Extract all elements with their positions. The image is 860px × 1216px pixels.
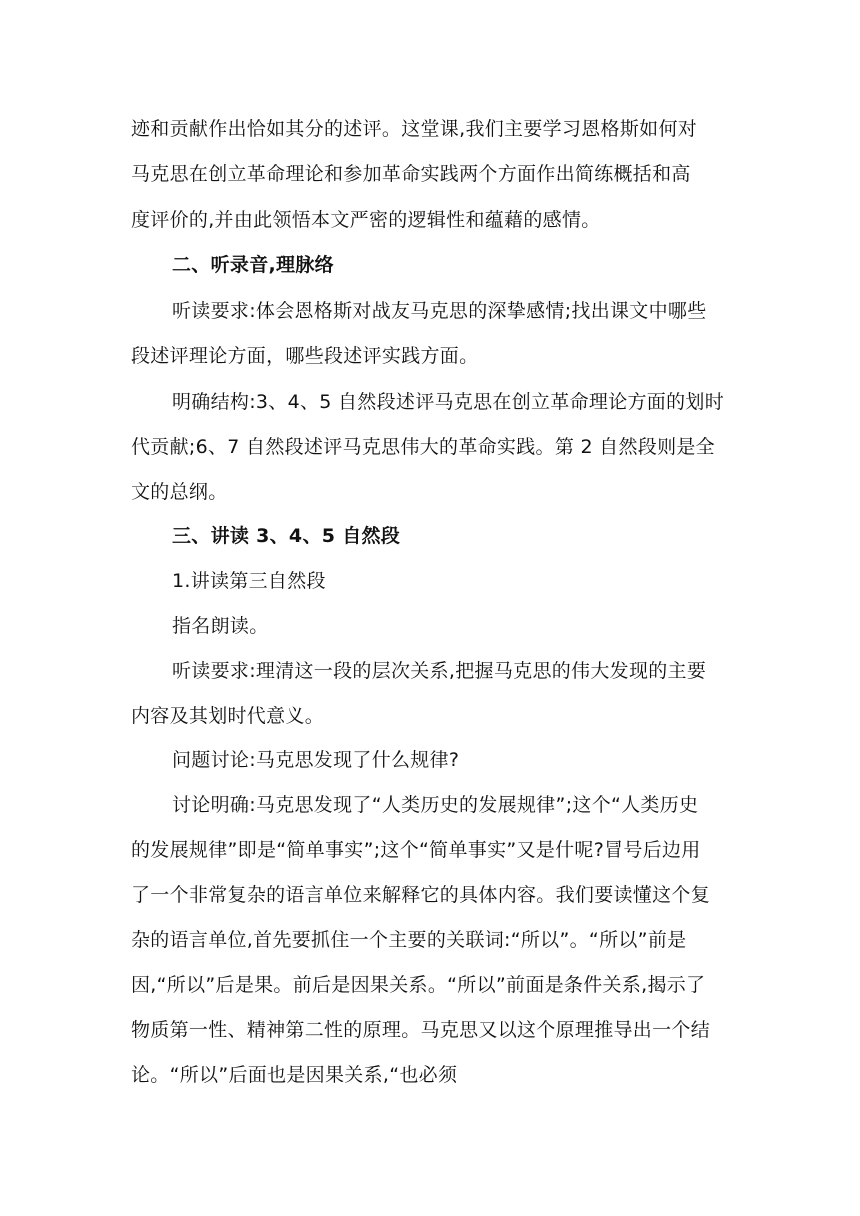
paragraph-line: 内容及其划时代意义。	[131, 705, 325, 727]
subheading-line: 1.讲读第三自然段	[172, 570, 326, 592]
section-heading: 二、听录音,理脉络	[172, 254, 334, 276]
paragraph-line: 听读要求:理清这一段的层次关系,把握马克思的伟大发现的主要	[172, 660, 707, 682]
paragraph-line: 听读要求:体会恩格斯对战友马克思的深挚感情;找出课文中哪些	[172, 300, 707, 322]
paragraph-line: 讨论明确:马克思发现了“人类历史的发展规律”;这个“人类历史	[172, 794, 699, 816]
paragraph-line: 问题讨论:马克思发现了什么规律?	[172, 749, 460, 771]
paragraph-line: 了一个非常复杂的语言单位来解释它的具体内容。我们要读懂这个复	[131, 884, 711, 906]
paragraph-line: 明确结构:3、4、5 自然段述评马克思在创立革命理论方面的划时	[172, 391, 725, 413]
paragraph-line: 文的总纲。	[131, 481, 228, 503]
paragraph-line: 的发展规律”即是“简单事实”;这个“简单事实”又是什呢?冒号后边用	[131, 839, 701, 861]
paragraph-line: 物质第一性、精神第二性的原理。马克思又以这个原理推导出一个结	[131, 1019, 711, 1041]
paragraph-line: 度评价的,并由此领悟本文严密的逻辑性和蕴藉的感情。	[131, 209, 601, 231]
paragraph-line: 段述评理论方面，哪些段述评实践方面。	[131, 345, 479, 367]
paragraph-line: 杂的语言单位,首先要抓住一个主要的关联词:“所以”。“所以”前是	[131, 929, 687, 951]
paragraph-line: 论。“所以”后面也是因果关系,“也必须	[131, 1064, 458, 1086]
paragraph-line: 马克思在创立革命理论和参加革命实践两个方面作出简练概括和高	[131, 163, 691, 185]
paragraph-line: 迹和贡献作出恰如其分的述评。这堂课,我们主要学习恩格斯如何对	[131, 118, 698, 140]
paragraph-line: 代贡献;6、7 自然段述评马克思伟大的革命实践。第 2 自然段则是全	[131, 436, 715, 458]
section-heading: 三、讲读 3、4、5 自然段	[172, 525, 401, 547]
paragraph-line: 指名朗读。	[172, 615, 269, 637]
paragraph-line: 因,“所以”后是果。前后是因果关系。“所以”前面是条件关系,揭示了	[131, 974, 706, 996]
